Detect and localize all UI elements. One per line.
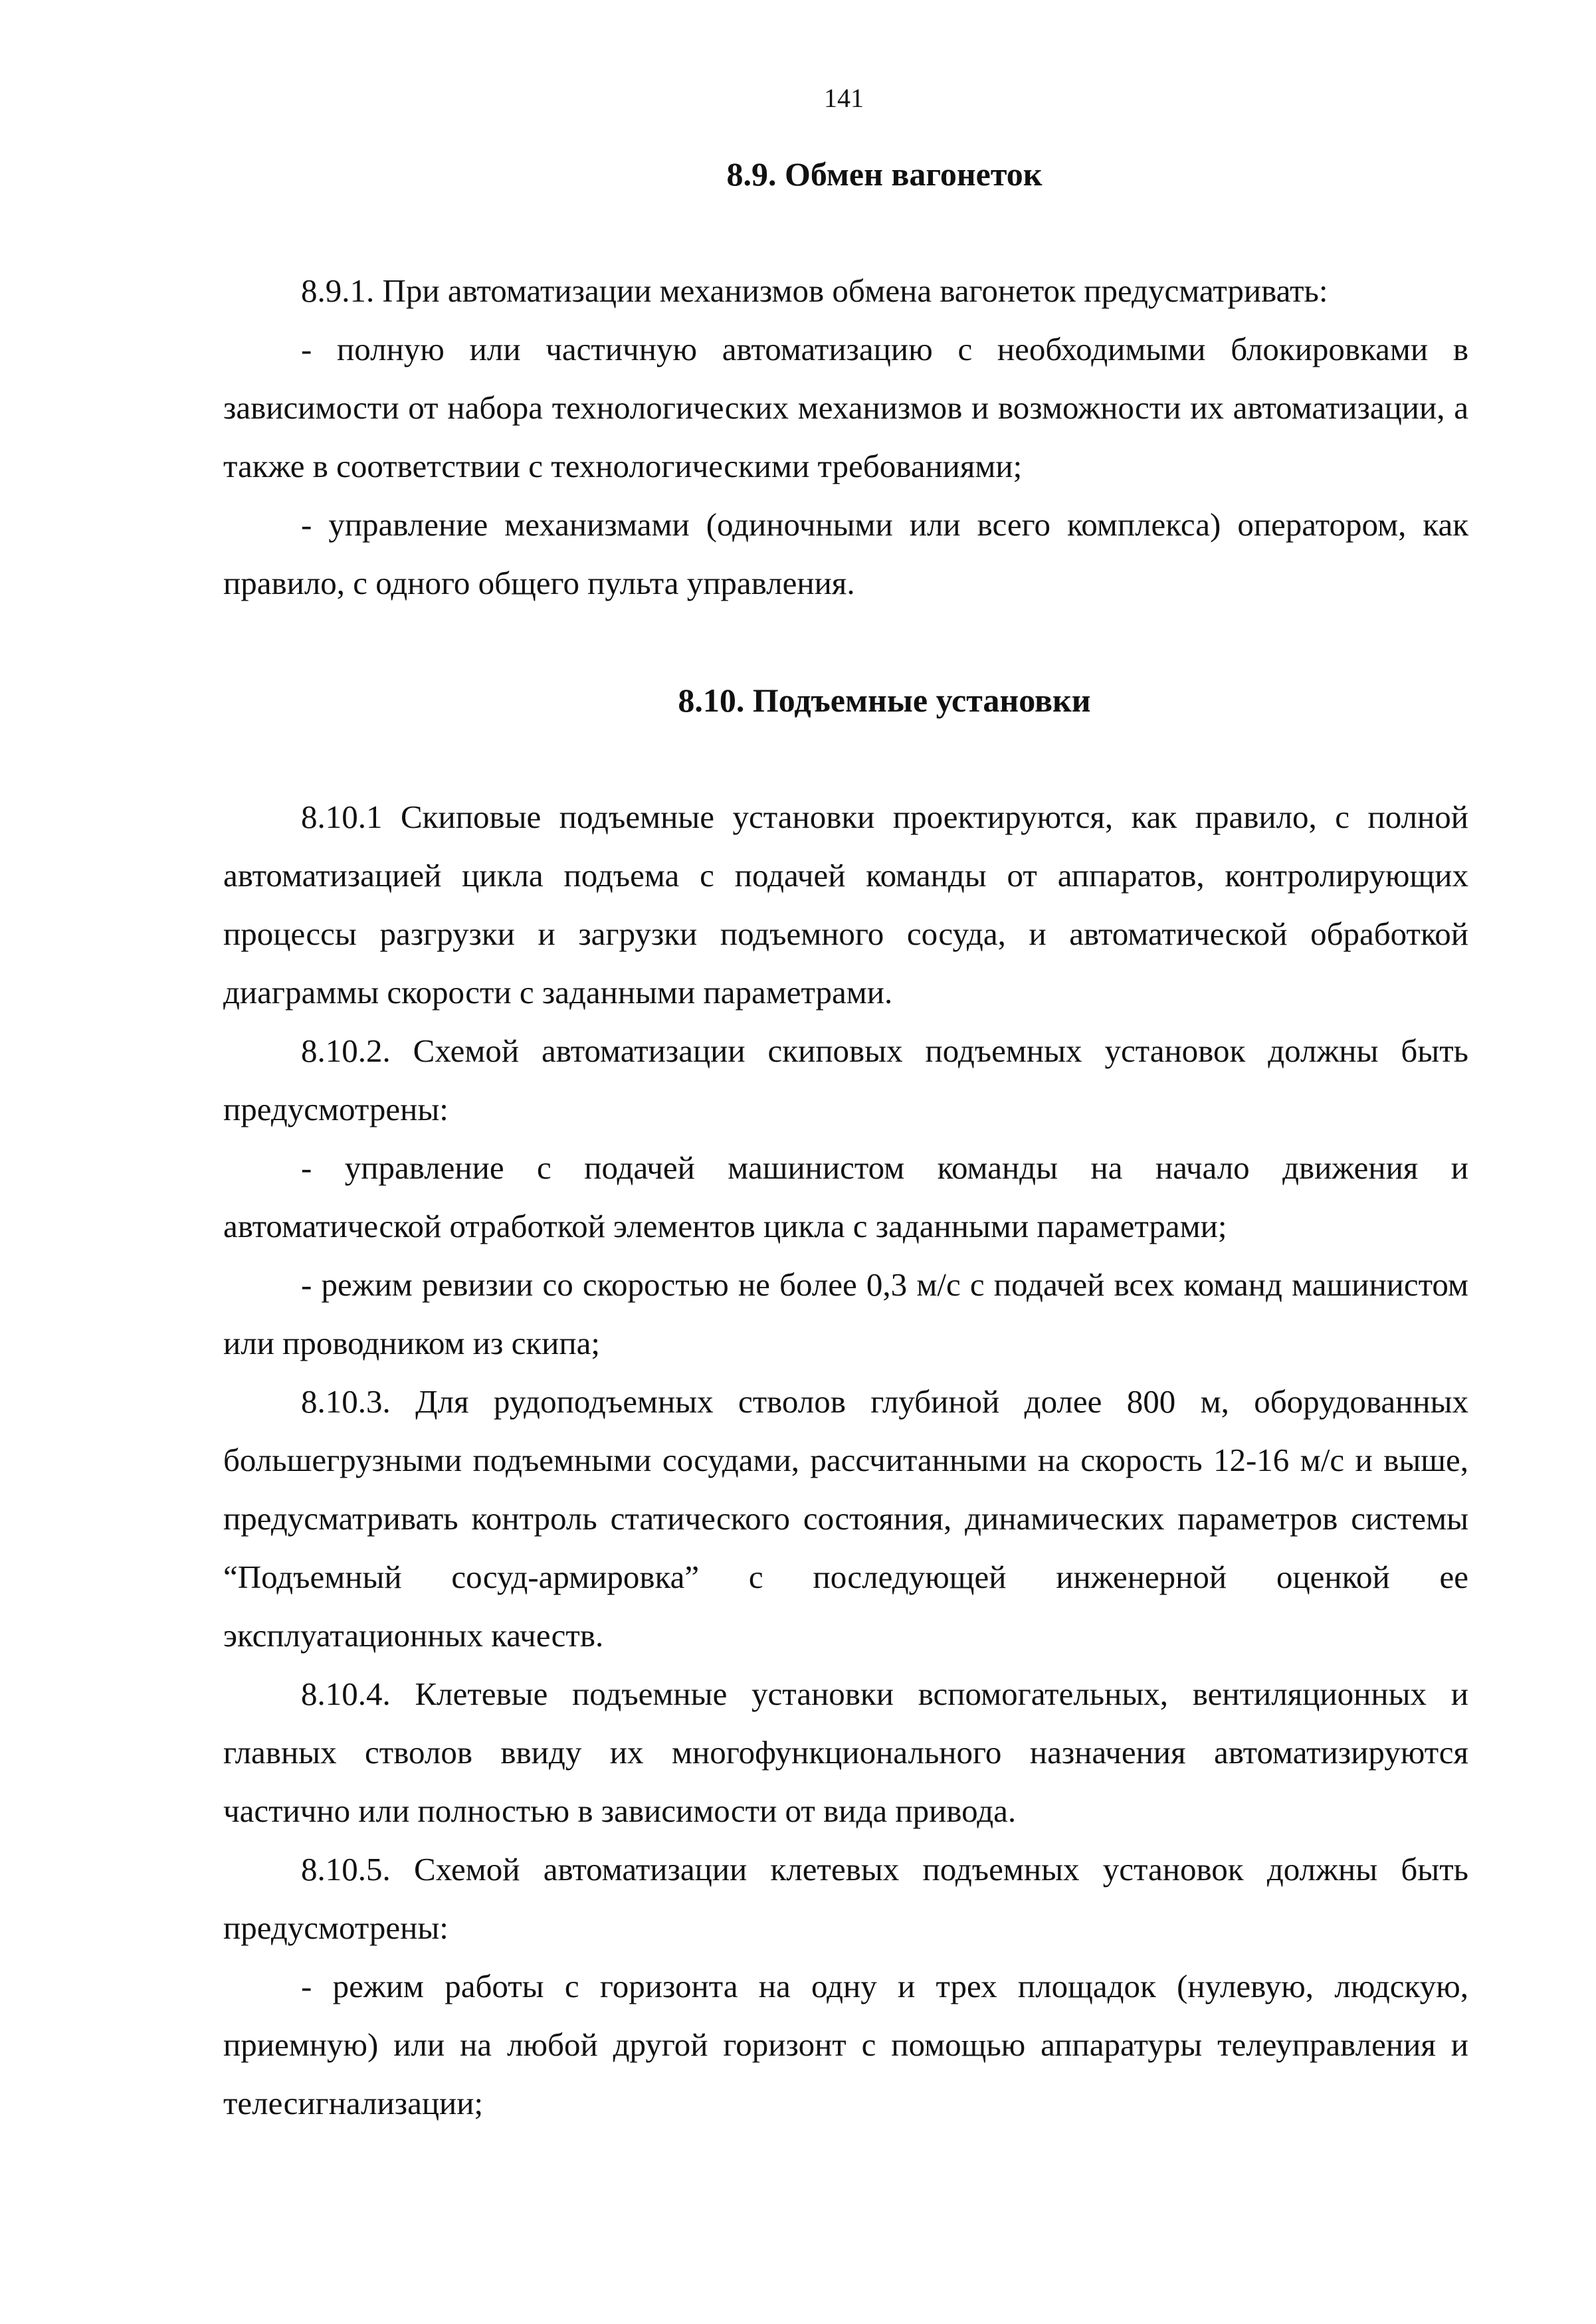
paragraph-8-10-3: 8.10.3. Для рудоподъемных стволов глубиной долее 800 м, оборудованных большегрузными подъемными сосудами, рассчитанными на скорость 12-16 м/с и выше, предусматривать контроль статического состояния, динамических параметров системы “Подъемный сосуд-армировка” с последующей инженерной оценкой ее эксплуатационных качеств. xyxy=(223,1383,1468,1654)
paragraph-8-10-5: 8.10.5. Схемой автоматизации клетевых подъемных установок должны быть предусмотрены: xyxy=(223,1851,1468,1946)
paragraph-8-10-5-item-1: - режим работы с горизонта на одну и трех площадок (нулевую, людскую, приемную) или на любой другой горизонт с помощью аппаратуры телеуправления и телесигнализации; xyxy=(223,1968,1468,2121)
page-number: 141 xyxy=(824,83,864,113)
paragraph-8-9-1-item-1: - полную или частичную автоматизацию с необходимыми блокировками в зависимости от набора технологических механизмов и возможности их автоматизации, а также в соответствии с технологическими требованиями; xyxy=(223,331,1468,484)
section-heading-8-9: 8.9. Обмен вагонеток xyxy=(726,155,1043,193)
paragraph-8-9-1-item-2: - управление механизмами (одиночными или всего комплекса) оператором, как правило, с одного общего пульта управления. xyxy=(223,506,1468,601)
section-heading-8-10: 8.10. Подъемные установки xyxy=(678,682,1091,719)
paragraph-8-10-2-item-2: - режим ревизии со скоростью не более 0,3 м/с с подачей всех команд машинистом или проводником из скипа; xyxy=(223,1266,1468,1361)
paragraph-8-10-2-item-1: - управление с подачей машинистом команды на начало движения и автоматической отработкой элементов цикла с заданными параметрами; xyxy=(223,1149,1468,1244)
paragraph-8-10-4: 8.10.4. Клетевые подъемные установки вспомогательных, вентиляционных и главных стволов ввиду их многофункционального назначения автоматизируются частично или полностью в зависимости от вида привода. xyxy=(223,1676,1468,1829)
paragraph-8-10-1: 8.10.1 Скиповые подъемные установки проектируются, как правило, с полной автоматизацией цикла подъема с подачей команды от аппаратов, контролирующих процессы разгрузки и загрузки подъемного сосуда, и автоматической обработкой диаграммы скорости с заданными параметрами. xyxy=(223,799,1468,1011)
paragraph-8-10-2: 8.10.2. Схемой автоматизации скиповых подъемных установок должны быть предусмотрены: xyxy=(223,1032,1468,1127)
paragraph-8-9-1: 8.9.1. При автоматизации механизмов обмена вагонеток предусматривать: xyxy=(301,272,1328,309)
document-body xyxy=(223,145,1468,2133)
